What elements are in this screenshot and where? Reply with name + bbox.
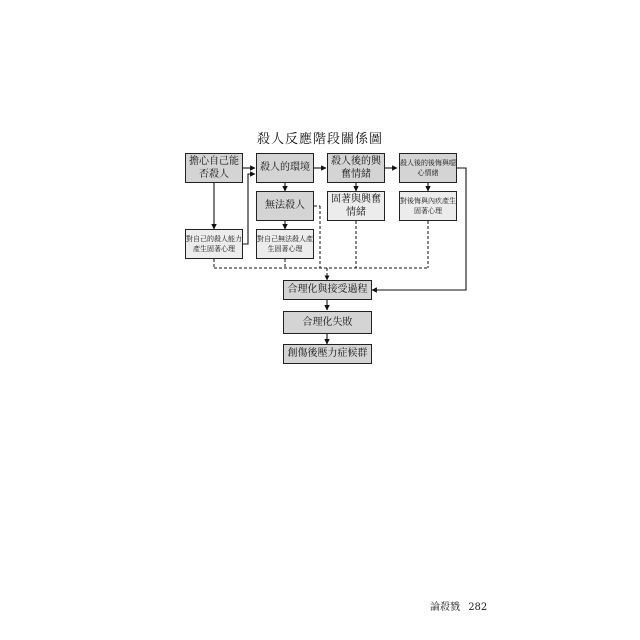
- node-excitement: [327, 153, 385, 183]
- node-cannot-kill-fixation-label: 對自己無法殺人產生固著心理: [257, 234, 313, 253]
- node-excitement-fixation-label: 固著與興奮情緒: [331, 193, 381, 218]
- book-title: 論殺戮: [430, 602, 460, 613]
- node-ptsd-label: 創傷後壓力症候群: [287, 348, 368, 360]
- node-worry-label: 擔心自己能否殺人: [189, 155, 239, 180]
- node-remorse-label: 殺人後的後悔與噁心情緒: [400, 158, 456, 177]
- page-footer: [430, 598, 520, 613]
- node-rationalize-label: 合理化與接受過程: [287, 284, 368, 296]
- diagram-title: 殺人反應階段關係圖: [256, 132, 383, 147]
- node-cannot-kill: [256, 191, 314, 221]
- node-remorse-fixation-label: 對後悔與內疚產生固著心理: [400, 196, 456, 215]
- node-environment: [256, 153, 314, 183]
- page-number: 282: [468, 602, 488, 613]
- node-remorse: [399, 153, 457, 183]
- node-rationalize-fail-label: 合理化失敗: [302, 316, 353, 328]
- node-excitement-fixation: [327, 191, 385, 221]
- node-rationalize: [283, 280, 372, 300]
- node-worry: [185, 153, 243, 183]
- node-self-doubt: [185, 229, 243, 259]
- node-environment-label: 殺人的環境: [260, 162, 310, 174]
- node-cannot-kill-label: 無法殺人: [265, 200, 305, 212]
- node-self-doubt-label: 對自己的殺人能力產生固著心理: [186, 234, 242, 253]
- node-ptsd: [283, 344, 372, 364]
- arrow-remorse-to-rationalize: [372, 168, 466, 290]
- node-cannot-kill-fixation: [256, 229, 314, 259]
- node-excitement-label: 殺人後的興奮情緒: [331, 155, 381, 180]
- node-rationalize-fail: [283, 311, 372, 334]
- arrow-selfdoubt-to-environment: [243, 174, 255, 244]
- node-remorse-fixation: [399, 191, 457, 221]
